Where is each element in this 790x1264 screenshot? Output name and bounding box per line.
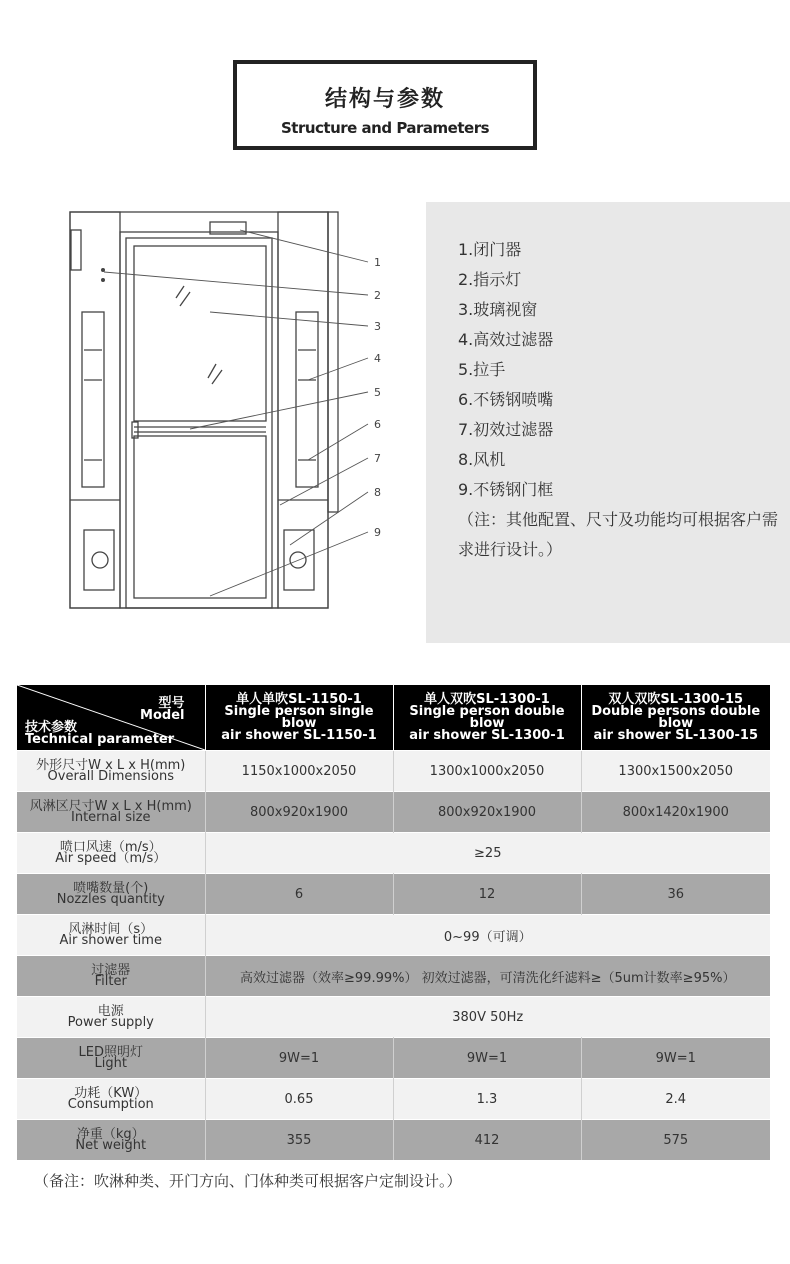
callout-4: 4: [374, 352, 381, 365]
spec-table: [17, 685, 770, 1160]
column-header: 单人双吹SL-1300-1 Single person double blow air shower SL-1300-1: [393, 685, 581, 751]
table-cell-merged: 380V 50Hz: [205, 997, 770, 1038]
part-item: 9.不锈钢门框: [458, 480, 554, 499]
table-row: [17, 751, 770, 792]
table-cell: 800x920x1900: [393, 792, 581, 833]
row-label: 外形尺寸W x L x H(mm) Overall Dimensions: [17, 751, 205, 792]
part-item: 7.初效过滤器: [458, 420, 554, 439]
callout-7: 7: [374, 452, 381, 465]
table-cell-merged: ≥25: [205, 833, 770, 874]
callout-5: 5: [374, 386, 381, 399]
table-header-row: [17, 685, 770, 751]
air-shower-structure-diagram: [40, 200, 410, 630]
table-cell: 800x920x1900: [205, 792, 393, 833]
row-label: 功耗（KW） Consumption: [17, 1079, 205, 1120]
callout-2: 2: [374, 289, 381, 302]
table-cell: 412: [393, 1120, 581, 1161]
table-row: [17, 956, 770, 997]
table-cell: 1.3: [393, 1079, 581, 1120]
table-row: [17, 792, 770, 833]
table-cell: 355: [205, 1120, 393, 1161]
part-item: 8.风机: [458, 450, 506, 469]
table-row: [17, 997, 770, 1038]
table-row: [17, 1079, 770, 1120]
column-header: 双人双吹SL-1300-15 Double persons double blow air shower SL-1300-15: [581, 685, 770, 751]
parts-list: [458, 235, 553, 505]
callout-6: 6: [374, 418, 381, 431]
callout-8: 8: [374, 486, 381, 499]
title-english: Structure and Parameters: [280, 119, 490, 137]
row-label: 风淋区尺寸W x L x H(mm) Internal size: [17, 792, 205, 833]
part-item: 5.拉手: [458, 360, 506, 379]
table-cell: 1150x1000x2050: [205, 751, 393, 792]
row-label: 过滤器 Filter: [17, 956, 205, 997]
callout-1: 1: [374, 256, 381, 269]
indicator-dot: [101, 268, 105, 272]
row-label: 喷嘴数量(个) Nozzles quantity: [17, 874, 205, 915]
column-header: 单人单吹SL-1150-1 Single person single blow air shower SL-1150-1: [205, 685, 393, 751]
title-box: [233, 60, 537, 150]
parts-panel: [426, 202, 790, 643]
part-item: 1.闭门器: [458, 240, 522, 259]
table-cell: 0.65: [205, 1079, 393, 1120]
table-cell: 9W=1: [581, 1038, 770, 1079]
row-label: 净重（kg） Net weight: [17, 1120, 205, 1161]
corner-parameter: 技术参数 Technical parameter: [25, 720, 175, 747]
table-cell: 12: [393, 874, 581, 915]
table-cell-merged: 0~99（可调）: [205, 915, 770, 956]
callout-9: 9: [374, 526, 381, 539]
table-row: [17, 833, 770, 874]
row-label: LED照明灯 Light: [17, 1038, 205, 1079]
part-item: 6.不锈钢喷嘴: [458, 390, 554, 409]
table-cell-merged: 高效过滤器（效率≥99.99%） 初效过滤器，可清洗化纤滤料≥（5um计数率≥95%）: [205, 956, 770, 997]
table-corner-cell: [17, 685, 205, 751]
table-cell: 1300x1500x2050: [581, 751, 770, 792]
part-item: 4.高效过滤器: [458, 330, 554, 349]
row-label: 喷口风速（m/s） Air speed（m/s）: [17, 833, 205, 874]
footnote: （备注：吹淋种类、开门方向、门体种类可根据客户定制设计。）: [34, 1172, 462, 1190]
table-cell: 800x1420x1900: [581, 792, 770, 833]
parts-note: （注：其他配置、尺寸及功能均可根据客户需求进行设计。）: [458, 510, 779, 559]
table-cell: 36: [581, 874, 770, 915]
table-cell: 575: [581, 1120, 770, 1161]
indicator-dot: [101, 278, 105, 282]
title-chinese: 结构与参数: [324, 87, 445, 112]
table-row: [17, 1038, 770, 1079]
corner-model: 型号 Model: [140, 696, 185, 723]
table-cell: 9W=1: [393, 1038, 581, 1079]
part-item: 2.指示灯: [458, 270, 522, 289]
table-cell: 9W=1: [205, 1038, 393, 1079]
callout-3: 3: [374, 320, 381, 333]
table-row: [17, 1120, 770, 1161]
row-label: 电源 Power supply: [17, 997, 205, 1038]
table-cell: 1300x1000x2050: [393, 751, 581, 792]
table-cell: 2.4: [581, 1079, 770, 1120]
row-label: 风淋时间（s） Air shower time: [17, 915, 205, 956]
table-row: [17, 874, 770, 915]
table-row: [17, 915, 770, 956]
part-item: 3.玻璃视窗: [458, 300, 538, 319]
table-cell: 6: [205, 874, 393, 915]
